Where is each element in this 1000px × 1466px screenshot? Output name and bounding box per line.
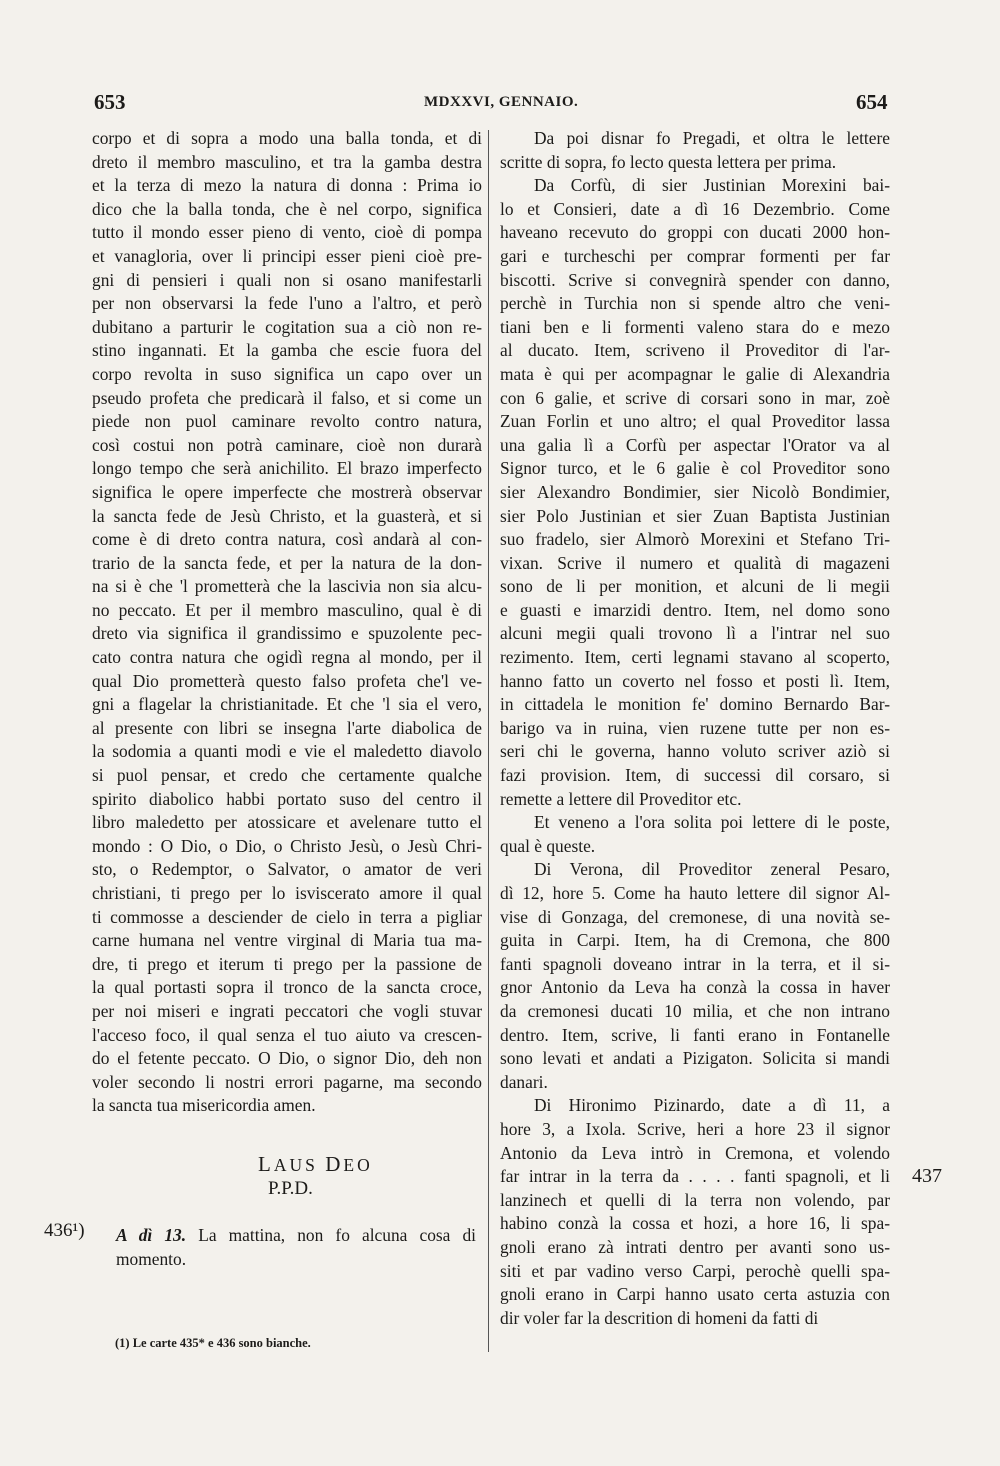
text-line: vise di Gonzaga, del cremonese, di una novità se-	[500, 906, 890, 927]
text-line: cato contra natura che ogidì regna al mondo, per il	[92, 647, 482, 668]
page-number-right: 654	[856, 90, 888, 114]
text-line: remette a lettere dil Proveditor etc.	[500, 788, 742, 809]
text-line: libro maledetto per atossicare et avelenare tutto el	[92, 812, 482, 833]
text-line: et la terza di mezo la natura di donna : Prima io	[92, 175, 482, 196]
text-line: corpo et di sopra a modo una balla tonda, et di	[92, 128, 482, 148]
text-line: dì 12, hore 5. Come ha hauto lettere dil signor Al-	[500, 883, 890, 903]
footnote: (1) Le carte 435* e 436 sono bianche.	[115, 1336, 311, 1350]
text-line: danari.	[500, 1071, 548, 1092]
text-line: una galia lì a Corfù per aspectar l'Orator va al	[500, 434, 890, 455]
text-line: Antonio da Leva intrò in Cremona, et volendo	[500, 1142, 890, 1163]
text-line: barigo va in ruina, vien ruzene tutte per non es-	[500, 717, 890, 738]
text-line: gari e turcheschi per comprar formenti per far	[500, 245, 890, 266]
text-line: dentro. Item, scrive, li fanti erano in Fontanelle	[500, 1024, 890, 1045]
text-line: fazi provision. Item, di successi dil corsaro, si	[500, 765, 890, 786]
text-line: al presente con libri se insegna l'arte diabolica de	[92, 717, 482, 738]
text-line: si puol pensar, et credo che certamente qualche	[92, 765, 482, 786]
text-line: l'acceso foco, il qual senza el tuo aiuto va crescen-	[92, 1024, 482, 1045]
text-line: carne humana nel ventre virginal di Maria tua ma-	[92, 930, 482, 951]
text-line: mata è qui per acompagnar le galie di Alexandria	[500, 363, 890, 384]
text-line: gnoli erano zà intrati dentro per avanti sono us-	[500, 1236, 890, 1257]
text-line: far intrar in la terra da . . . . fanti spagnoli, et li	[500, 1166, 890, 1187]
laus-deo: LAUS DEO	[258, 1152, 373, 1176]
text-line: la sancta fede de Jesù Christo, et la guasterà, et si	[92, 505, 482, 526]
text-line: siti et par vadino verso Carpi, perochè quelli spa-	[500, 1260, 890, 1281]
text-line: Da poi disnar fo Pregadi, et oltra le lettere	[534, 128, 890, 148]
text-line: rezimento. Item, certi legnami stavano al scoperto,	[500, 647, 890, 668]
text-line: na si è che 'l prometterà che la lascivia non sia alcu-	[92, 576, 482, 597]
running-title: MDXXVI, GENNAIO.	[424, 94, 579, 110]
text-line: scritte di sopra, fo lecto questa lettera per prima.	[500, 151, 837, 172]
text-line: sier Alexandro Bondimier, sier Nicolò Bondimier,	[500, 481, 890, 502]
text-line: voler secondo li nostri errori pagarne, ma secondo	[92, 1071, 482, 1092]
text-line: qual è queste.	[500, 835, 596, 856]
text-line: spirito diabolico habbi portato suso del centro il	[92, 788, 482, 809]
text-line: al ducato. Item, scriveno il Proveditor di l'ar-	[500, 340, 890, 361]
text-line: seri chi le governa, hanno voluto scriver aziò si	[500, 741, 890, 762]
text-line: sier Polo Justinian et sier Zuan Baptista Justinian	[500, 505, 890, 526]
text-line: corpo revolta in suso significa un capo over un	[92, 363, 482, 384]
text-line: sono levati et andati a Pizigaton. Solicita si mandi	[500, 1048, 890, 1069]
entry-13	[116, 1224, 476, 1271]
margin-note-left: 436¹)	[44, 1220, 85, 1241]
text-line: gni a flagelar la christianitade. Et che 'l sia el vero,	[92, 694, 482, 715]
text-line: et vanagloria, over li principi esser pieni cioè pre-	[92, 245, 482, 266]
text-line: la qual portasti sopra il tronco de la sancta croce,	[92, 977, 482, 998]
text-line: con 6 galie, et scrive di corsari sono in mar, zoè	[500, 387, 890, 408]
text-line: lanzinech et quelli di la terra non volendo, par	[500, 1189, 890, 1210]
margin-note-right: 437	[912, 1165, 942, 1187]
text-line: guita in Carpi. Item, ha di Cremona, che 800	[500, 930, 890, 951]
text-line: perchè in Turchia non si spende altro che veni-	[500, 293, 890, 314]
text-line: lo et Consieri, date a dì 16 Dezembrio. Come	[500, 198, 890, 219]
text-line: trario de la sancta fede, et per la natura de la don-	[92, 552, 482, 573]
right-column	[500, 127, 890, 1330]
text-line: la sancta tua misericordia amen.	[92, 1095, 316, 1116]
text-line: per noi miseri e ingrati peccatori che vogli stuvar	[92, 1000, 482, 1021]
text-line: dir voler far la descrition di homeni da fatti di	[500, 1307, 819, 1328]
text-line: piede non puol caminare revolto contro natura,	[92, 411, 482, 432]
text-line: dreto il membro masculino, et tra la gamba destra	[92, 151, 482, 172]
text-line: do el fetente peccato. O Dio, o signor Dio, deh non	[92, 1048, 482, 1069]
text-line: gni di pensieri i quali non si osano manifestarli	[92, 269, 482, 290]
text-line: Di Hironimo Pizinardo, date a dì 11, a	[534, 1095, 890, 1116]
text-line: habino conzà la cossa et hozi, a hore 16, li spa-	[500, 1213, 890, 1234]
text-line: ti commosse a desciender de cielo in terra a pigliar	[92, 906, 482, 927]
text-line: stino ingannati. Et la gamba che escie fuora del	[92, 340, 482, 361]
text-line: biscotti. Scrive si convegnirà spender con danno,	[500, 269, 890, 290]
text-line: dre, ti prego et iterum ti prego per la passione de	[92, 953, 482, 974]
text-line: pseudo profeta che predicarà il falso, et si come un	[92, 387, 482, 408]
text-line: Et veneno a l'ora solita poi lettere di le poste,	[534, 812, 890, 833]
entry-line-2: momento.	[116, 1248, 187, 1269]
text-line: fanti spagnoli doveano intrar in la terra, et il si-	[500, 953, 890, 974]
text-line: gnor Antonio da Leva ha conzà la cossa in haver	[500, 977, 890, 998]
text-line: così costui non potrà caminare, cioè non durarà	[92, 434, 482, 455]
text-line: la sodomia a quanti modi e vie el maledetto diavolo	[92, 741, 482, 762]
text-line: dico che la balla tonda, che è nel corpo, significa	[92, 198, 482, 219]
text-line: sto, o Redemptor, o Salvator, o amator de veri	[92, 859, 482, 880]
text-line: per non observarsi la fede l'uno a l'altro, et però	[92, 293, 482, 314]
text-line: alcuni megii quali trovono lì a l'intrar nel suo	[500, 623, 890, 644]
text-line: vixan. Scrive il numero et qualità di magazeni	[500, 552, 890, 573]
text-line: Signor turco, et le 6 galie è col Proveditor sono	[500, 458, 890, 479]
text-line: haveano recevuto do groppi con ducati 2000 hon-	[500, 222, 890, 243]
text-line: no peccato. Et per il membro masculino, qual è di	[92, 599, 482, 620]
text-line: significa le opere imperfecte che mostrerà observar	[92, 481, 482, 502]
text-line: mondo : O Dio, o Dio, o Christo Jesù, o Jesù Chri-	[92, 835, 482, 856]
text-line: qual Dio prometterà questo falso profeta che'l ve-	[92, 670, 482, 691]
text-line: dubitano a parturir le cogitation sua a ciò non re-	[92, 316, 482, 337]
text-line: tiani ben e li formenti valeno stara do e mezo	[500, 316, 890, 337]
text-line: gnoli erano in Carpi hanno usato certa astuzia con	[500, 1284, 890, 1305]
entry-line-1: A dì 13. La mattina, non fo alcuna cosa di	[116, 1225, 476, 1245]
text-line: e guasti e imarzidi dentro. Item, nel domo sono	[500, 599, 890, 620]
entry-date: A dì 13.	[116, 1225, 187, 1245]
page-number-left: 653	[94, 90, 126, 114]
text-line: da cremonesi ducati 10 milia, et che non intrano	[500, 1000, 890, 1021]
text-line: longo tempo che serà anichilito. El brazo imperfecto	[92, 458, 482, 479]
text-line: suo fradelo, sier Almorò Morexini et Stefano Tri-	[500, 529, 890, 550]
left-column	[92, 127, 482, 1118]
ppd-signature: P.P.D.	[268, 1178, 313, 1199]
text-line: come è di dreto contra natura, così andarà al con-	[92, 529, 482, 550]
text-line: tutto il mondo esser pieno di vento, cioè di pompa	[92, 222, 482, 243]
column-divider	[488, 130, 489, 1352]
text-line: christiani, ti prego per lo isviscerato amore il qual	[92, 883, 482, 903]
text-line: hore 3, a Ixola. Scrive, heri a hore 23 il signor	[500, 1118, 890, 1139]
text-line: in cittadela le monition fe' domino Bernardo Bar-	[500, 694, 890, 715]
text-line: Da Corfù, di sier Justinian Morexini bai-	[534, 175, 890, 196]
text-line: Zuan Forlin et uno altro; el qual Proveditor lassa	[500, 411, 890, 432]
text-line: dreto via significa il grandissimo e spuzolente pec-	[92, 623, 482, 644]
text-line: Di Verona, dil Proveditor zeneral Pesaro,	[534, 859, 890, 880]
text-line: hanno fatto un coverto nel fosso et posti lì. Item,	[500, 670, 890, 691]
text-line: sono de li per monition, et alcuni de li megii	[500, 576, 890, 597]
